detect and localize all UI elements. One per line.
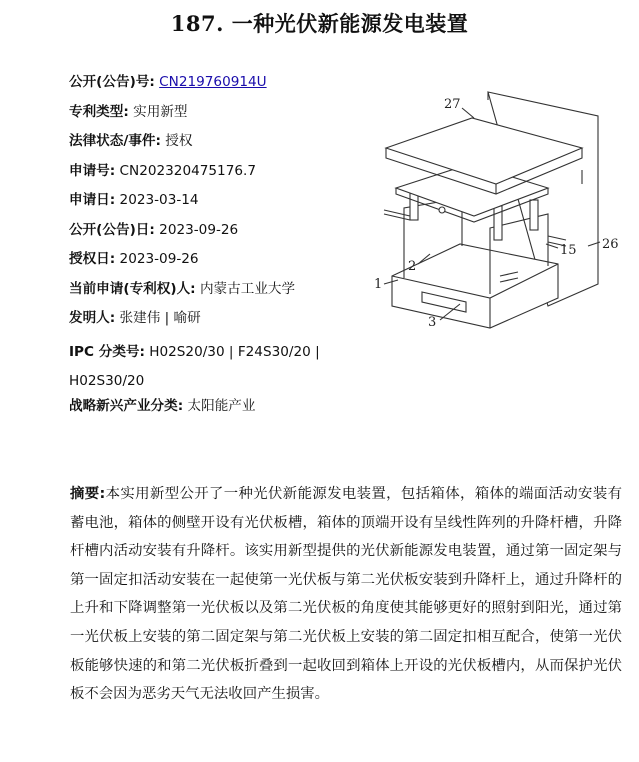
patent-metadata: [69, 72, 349, 425]
patent-type-row: [69, 102, 349, 132]
hinge-pin: [439, 207, 445, 213]
label-27: 27: [444, 97, 461, 112]
applicant-label: 当前申请(专利权)人:: [69, 280, 196, 297]
app-date-row: [69, 190, 349, 220]
label-15: 15: [560, 243, 577, 258]
label-1: 1: [374, 277, 383, 292]
abstract-section: [70, 480, 622, 709]
lift-rod-3: [530, 200, 538, 230]
inventor-label: 发明人:: [69, 310, 116, 326]
handle-left: [384, 210, 410, 220]
leader-27: [462, 108, 474, 118]
app-no-value: CN202320475176.7: [119, 162, 256, 179]
label-26: 26: [602, 237, 619, 252]
pub-no-row: [69, 72, 349, 102]
grant-date-label: 授权日:: [69, 251, 116, 267]
solar-panel-top: [386, 118, 582, 184]
app-date-value: 2023-03-14: [119, 192, 199, 208]
industry-row: [69, 396, 349, 426]
patent-drawing: [370, 88, 630, 338]
box-body: [392, 244, 558, 328]
grant-date-row: [69, 249, 349, 279]
lift-rod-2: [494, 206, 502, 240]
app-no-label: 申请号:: [69, 162, 116, 179]
pub-date-label: 公开(公告)日:: [69, 221, 155, 238]
ipc-label: IPC 分类号:: [69, 343, 145, 360]
app-no-row: [69, 161, 349, 191]
inventor-row: [69, 308, 349, 338]
applicant-value: 内蒙古工业大学: [199, 280, 296, 297]
pub-date-value: 2023-09-26: [159, 221, 239, 238]
inventor-value: 张建伟 | 喻研: [119, 310, 201, 326]
ipc-value: H02S20/30 | F24S30/20 | H02S30/20: [69, 343, 320, 389]
patent-type-value: 实用新型: [133, 103, 188, 120]
abstract-text: 本实用新型公开了一种光伏新能源发电装置，包括箱体，箱体的端面活动安装有蓄电池，箱体的侧壁开设有光伏板槽，箱体的顶端开设有呈线性阵列的升降杆槽，升降杆槽内活动安装有升降杆。该实用新型提供的光伏新能源发电装置，通过第一固定架与第一固定扣活动安装在一起使第一光伏板与第二光伏板安装到升降杆上，通过升降杆的上升和下降调整第一光伏板以及第二光伏板的角度使其能够更好的照射到阳光，通过第一光伏板上安装的第二固定架与第二光伏板上安装的第二固定扣相互配合，使第一光伏板能够快速的和第二光伏板折叠到一起收回到箱体上开设的光伏板槽内，从而保护光伏板不会因为恶劣天气无法收回产生损害。: [70, 486, 622, 703]
industry-value: 太阳能产业: [187, 397, 256, 414]
pub-no-label: 公开(公告)号:: [69, 74, 155, 90]
label-2: 2: [408, 259, 417, 274]
legal-status-label: 法律状态/事件:: [69, 133, 161, 149]
legal-status-value: 授权: [165, 133, 193, 149]
legal-status-row: [69, 131, 349, 161]
grant-date-value: 2023-09-26: [119, 251, 199, 267]
patent-type-label: 专利类型:: [69, 103, 129, 120]
label-3: 3: [428, 315, 437, 330]
page-title: 187. 一种光伏新能源发电装置: [170, 11, 469, 36]
abstract-label: 摘要:: [70, 486, 106, 502]
app-date-label: 申请日:: [69, 192, 116, 208]
pub-date-row: [69, 220, 349, 250]
applicant-row: [69, 279, 349, 309]
industry-label: 战略新兴产业分类:: [69, 397, 184, 414]
pub-no-link[interactable]: CN219760914U: [159, 74, 267, 90]
ipc-row: [69, 338, 349, 396]
